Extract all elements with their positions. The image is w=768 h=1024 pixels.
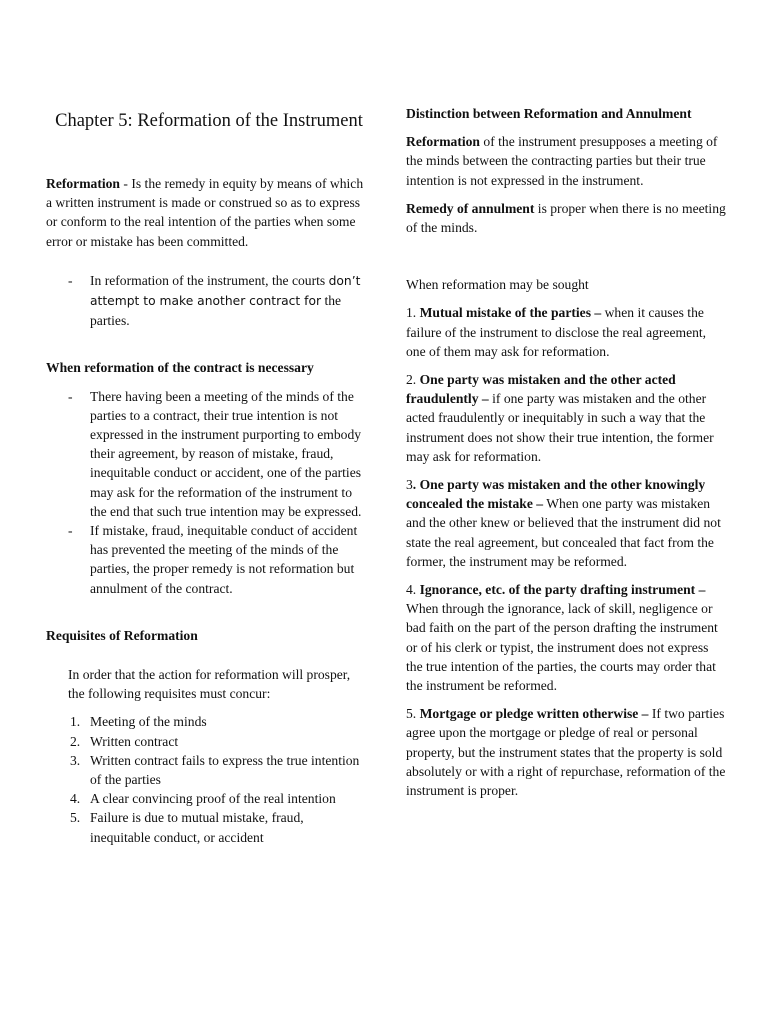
list-item-text: Meeting of the minds	[90, 714, 207, 730]
note-text-middle: don’t attempt to make another contract for	[90, 273, 361, 309]
case-text: if one party was mistaken and the other acted fraudulently or inequitably in such a way that the instrument does not show their true intention, the former may ask for reformation.	[406, 391, 714, 464]
case-title: . One party was mistaken and the other knowingly concealed the mistake –	[406, 477, 706, 512]
list-item	[70, 789, 364, 808]
reformation-definition	[46, 174, 364, 251]
case-number: 4.	[406, 582, 420, 598]
case-text: If two parties agree upon the mortgage or pledge of real or personal property, but the instrument states that the property is sold absolutely or with a right of repurchase, reformation of the instrument is proper.	[406, 706, 726, 799]
list-number: 1.	[70, 714, 81, 730]
case-paragraph	[406, 475, 728, 571]
list-item	[70, 732, 364, 751]
case-title: Mutual mistake of the parties –	[419, 305, 602, 321]
list-item	[46, 271, 364, 331]
case-title: One party was mistaken and the other acted fraudulently –	[406, 372, 676, 407]
case-paragraph	[406, 370, 728, 466]
requisites-list	[46, 712, 364, 846]
list-number: 2.	[70, 733, 81, 749]
list-item	[70, 751, 364, 789]
list-number: 4.	[70, 791, 81, 807]
list-number: 3.	[70, 752, 81, 768]
reformation-text: of the instrument presupposes a meeting of the minds between the contracting parties but their true intention is not expressed in the instrument.	[406, 134, 718, 188]
annulment-paragraph	[406, 199, 728, 237]
list-item-text: Failure is due to mutual mistake, fraud, inequitable conduct, or accident	[90, 810, 304, 845]
distinction-heading: Distinction between Reformation and Annulment	[406, 106, 692, 121]
dash-bullet: -	[68, 523, 73, 539]
list-item	[46, 387, 364, 521]
list-item-text: Written contract fails to express the true intention of the parties	[90, 752, 360, 788]
necessary-list	[46, 387, 364, 598]
case-number: 5.	[406, 706, 420, 722]
dash-bullet: -	[68, 272, 73, 288]
list-item-text: A clear convincing proof of the real intention	[90, 791, 336, 807]
reformation-paragraph	[406, 132, 728, 190]
list-item-text: If mistake, fraud, inequitable conduct of accident has prevented the meeting of the minds of the parties, the proper remedy is not reformation but annulment of the contract.	[90, 523, 358, 596]
case-text: When one party was mistaken and the other knew or believed that the instrument did not state the real agreement, but concealed that fact from the former, the instrument may be reformed.	[406, 496, 721, 569]
case-number: 2.	[406, 372, 420, 388]
necessary-heading: When reformation of the contract is necessary	[46, 360, 314, 376]
dash-bullet: -	[68, 388, 73, 404]
note-text-start: In reformation of the instrument, the courts	[90, 272, 326, 288]
case-paragraph	[406, 704, 728, 800]
case-paragraph	[406, 303, 728, 361]
case-title: Ignorance, etc. of the party drafting instrument –	[419, 582, 706, 598]
requisites-intro: In order that the action for reformation will prosper, the following requisites must concur:	[68, 667, 351, 702]
list-item	[70, 808, 364, 846]
annulment-term: Remedy of annulment	[406, 200, 535, 216]
annulment-text: is proper when there is no meeting of the minds.	[406, 200, 726, 236]
case-text: When through the ignorance, lack of skill, negligence or bad faith on the part of the person drafting the instrument or of his clerk or typist, the instrument does not express the true intention of the parties, the courts may order that the instrument be reformed.	[406, 601, 718, 694]
chapter-title: Chapter 5: Reformation of the Instrument	[55, 111, 363, 131]
definition-text: - Is the remedy in equity by means of which a written instrument is made or construed so as to express or conform to the real intention of the parties when some error or mistake has been committed.	[46, 176, 364, 249]
case-title: Mortgage or pledge written otherwise –	[419, 706, 649, 722]
case-number: 3	[406, 477, 413, 493]
case-text: when it causes the failure of the instrument to disclose the real agreement, one of them may ask for reformation.	[406, 305, 707, 359]
list-item-text: Written contract	[90, 733, 179, 749]
list-number: 5.	[70, 810, 81, 826]
sought-heading: When reformation may be sought	[406, 277, 589, 293]
list-item	[70, 712, 364, 731]
case-number: 1.	[406, 305, 420, 321]
right-column	[406, 104, 728, 800]
reformation-term: Reformation	[406, 134, 480, 150]
requisites-heading: Requisites of Reformation	[46, 627, 198, 643]
list-item-text: There having been a meeting of the minds of the parties to a contract, their true intention is not expressed in the instrument purporting to embody their agreement, by reason of mistake, fraud, inequitable conduct or accident, one of the parties may ask for the reformation of the instrument to the end that such true intention may be expressed.	[90, 388, 362, 519]
note-list	[46, 271, 364, 331]
case-paragraph	[406, 580, 728, 695]
left-column	[46, 108, 364, 847]
list-item	[46, 521, 364, 598]
definition-term: Reformation	[46, 176, 120, 191]
note-text-end: the parties.	[90, 293, 342, 329]
